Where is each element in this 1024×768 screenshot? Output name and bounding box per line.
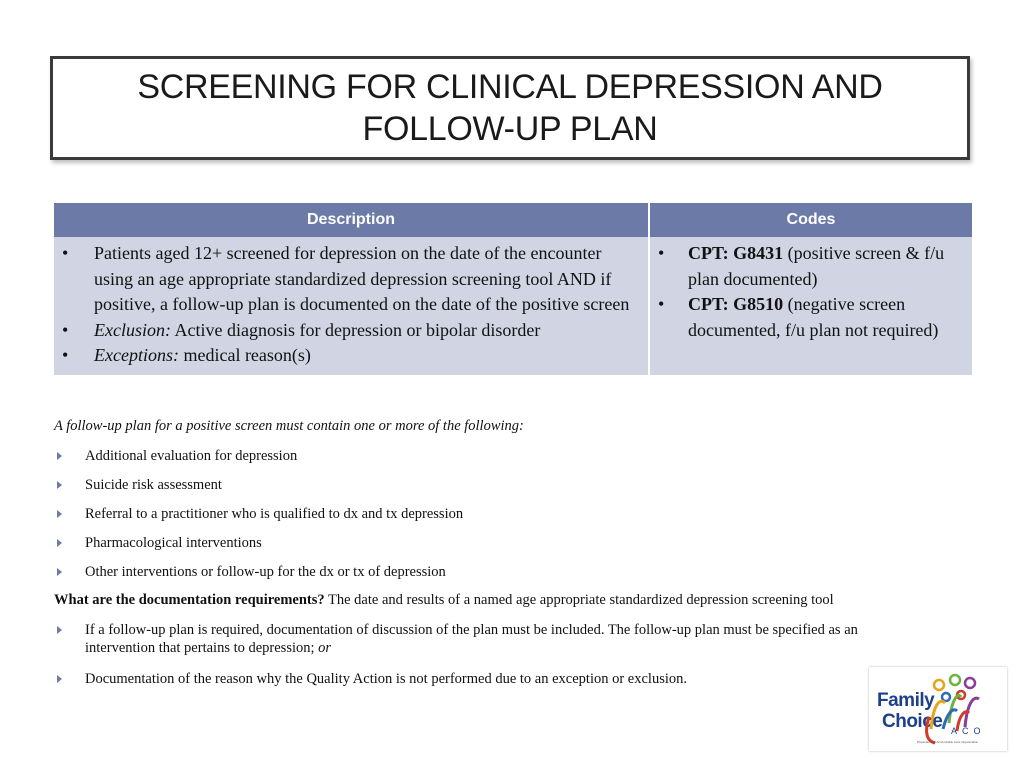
arrow-bullet-icon bbox=[57, 568, 62, 576]
list-item: If a follow-up plan is required, documentation of discussion of the plan must be included. The follow-up plan must be specified as an intervention that pertains to depression; or bbox=[54, 621, 889, 657]
table-header-row bbox=[54, 203, 972, 237]
description-cell bbox=[54, 237, 649, 375]
header-description: Description bbox=[54, 203, 649, 237]
documentation-question: What are the documentation requirements? bbox=[54, 592, 325, 608]
exclusion-label: Exclusion: bbox=[94, 319, 171, 340]
list-item: Referral to a practitioner who is qualified to dx and tx depression bbox=[54, 505, 974, 534]
title-box bbox=[50, 56, 970, 160]
header-codes: Codes bbox=[649, 203, 972, 237]
codes-cell bbox=[649, 237, 972, 375]
list-item: Pharmacological interventions bbox=[54, 534, 974, 563]
logo-word-choice: Choice bbox=[882, 711, 943, 732]
followup-intro: A follow-up plan for a positive screen must contain one or more of the following: bbox=[54, 418, 524, 434]
description-item-exclusion: • Exclusion: Active diagnosis for depression or bipolar disorder bbox=[62, 318, 640, 344]
page-title bbox=[137, 66, 882, 150]
arrow-bullet-icon bbox=[57, 510, 62, 518]
description-item-patients: • Patients aged 12+ screened for depression on the date of the encounter using an age appropriate standardized depression screening tool AND if positive, a follow-up plan is documented on the date of the positive screen bbox=[62, 241, 640, 318]
arrow-bullet-icon bbox=[57, 539, 62, 547]
code-g8431: CPT: G8431 bbox=[688, 243, 784, 263]
table-row bbox=[54, 237, 972, 375]
code-g8510: CPT: G8510 bbox=[688, 294, 784, 314]
list-item: Additional evaluation for depression bbox=[54, 447, 974, 476]
title-line-2: FOLLOW-UP PLAN bbox=[362, 110, 658, 148]
codes-table bbox=[54, 203, 972, 375]
exceptions-label: Exceptions: bbox=[94, 345, 179, 365]
title-line-1: SCREENING FOR CLINICAL DEPRESSION AND bbox=[137, 68, 883, 106]
documentation-answer: The date and results of a named age appropriate standardized depression screening tool bbox=[324, 592, 834, 608]
family-choice-aco-logo bbox=[869, 667, 1007, 751]
logo-word-family: Family bbox=[877, 690, 935, 711]
logo-tagline: Physician-Led Accountable Care Organization bbox=[917, 740, 979, 744]
arrow-bullet-icon bbox=[57, 481, 62, 489]
code-item-g8510: • CPT: G8510 (negative screen documented, f/u plan not required) bbox=[658, 292, 964, 343]
list-item: Documentation of the reason why the Quality Action is not performed due to an exception or exclusion. bbox=[54, 670, 889, 688]
documentation-requirements bbox=[54, 592, 834, 609]
documentation-list bbox=[54, 621, 889, 688]
arrow-bullet-icon bbox=[57, 675, 62, 683]
codes-list bbox=[658, 241, 964, 343]
arrow-bullet-icon bbox=[57, 626, 62, 634]
list-item: Other interventions or follow-up for the dx or tx of depression bbox=[54, 563, 974, 592]
arrow-bullet-icon bbox=[57, 452, 62, 460]
code-item-g8431: • CPT: G8431 (positive screen & f/u plan documented) bbox=[658, 241, 964, 292]
list-item: Suicide risk assessment bbox=[54, 476, 974, 505]
logo-figures-icon bbox=[869, 667, 1007, 751]
logo-letters: ACO bbox=[951, 726, 986, 736]
description-list bbox=[62, 241, 640, 369]
description-item-exceptions: • Exceptions: medical reason(s) bbox=[62, 343, 640, 369]
followup-list bbox=[54, 447, 974, 592]
